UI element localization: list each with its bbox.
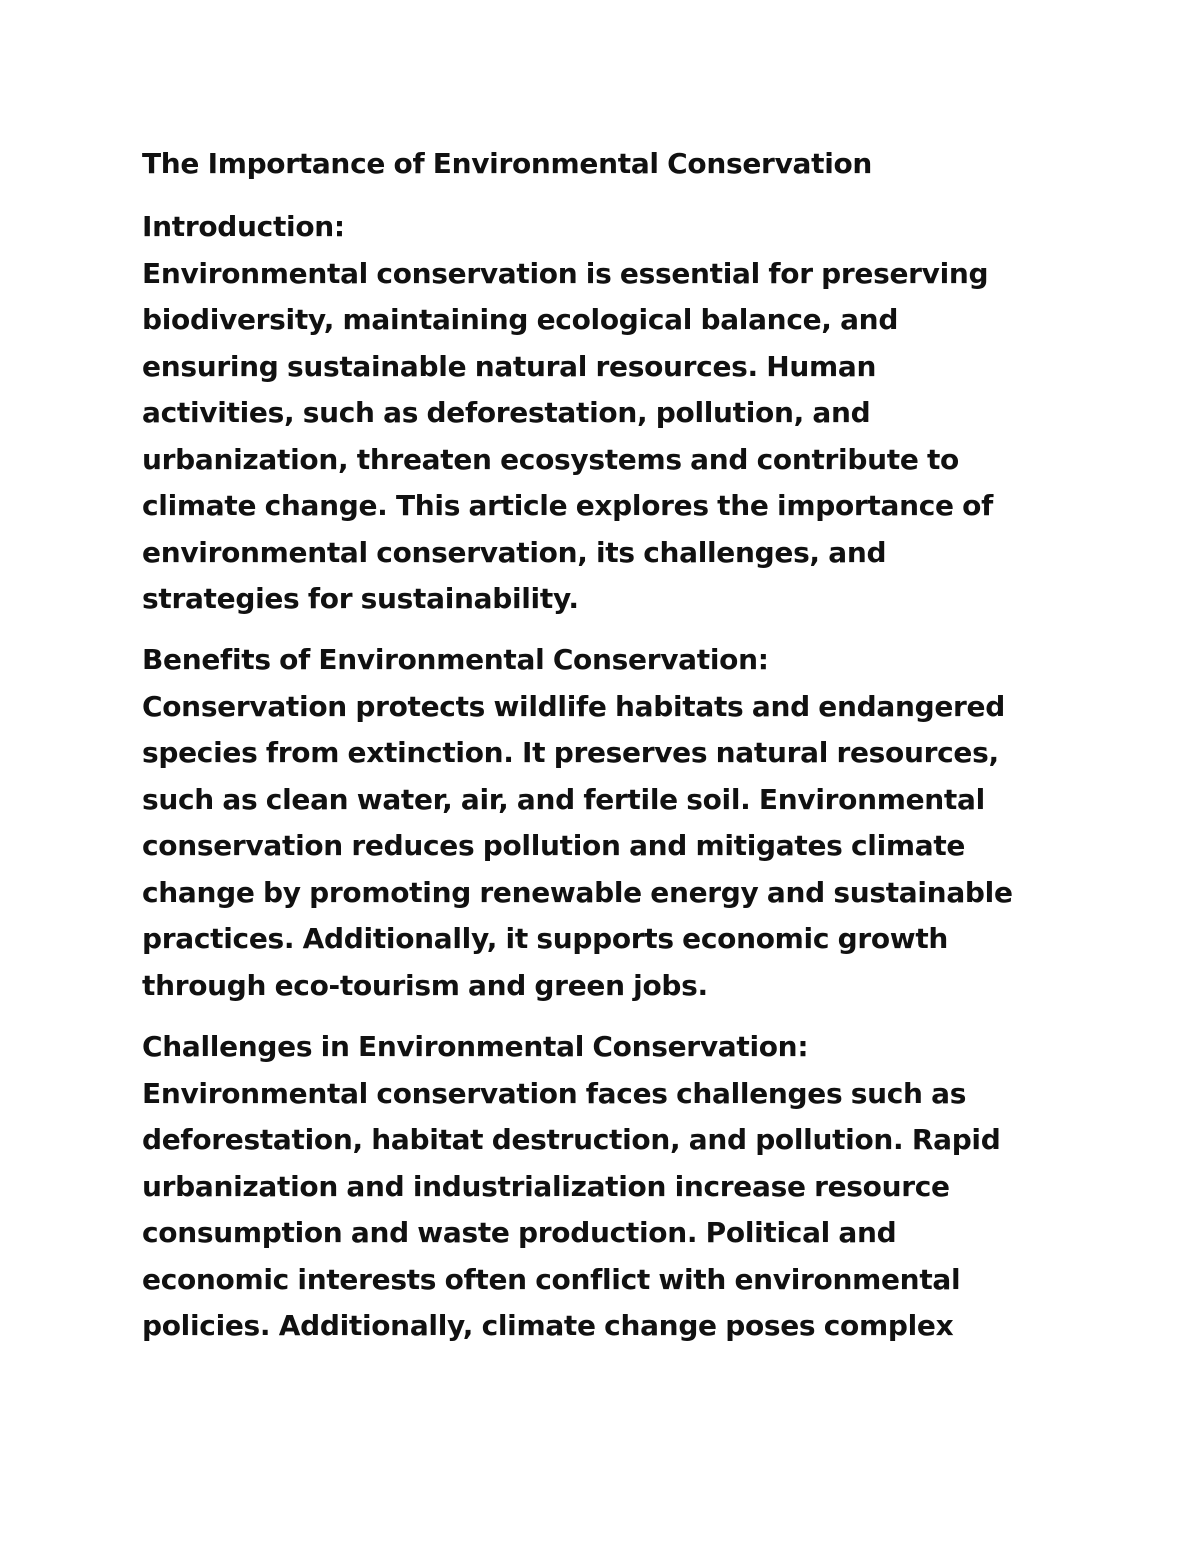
paragraph-line: biodiversity, maintaining ecological balance, and [142,303,899,336]
section-heading: Introduction: [142,210,345,243]
paragraph-line: climate change. This article explores the importance of [142,489,993,522]
paragraph-line: economic interests often conflict with environmental [142,1262,961,1296]
document-title-block [142,141,1042,188]
paragraph-line: Environmental conservation faces challenges such as [142,1076,967,1110]
paragraph-line: such as clean water, air, and fertile soil. Environmental [142,782,985,816]
section-benefits [142,637,1042,1009]
paragraph-line: deforestation, habitat destruction, and pollution. Rapid [142,1123,1001,1156]
paragraph-line: change by promoting renewable energy and sustainable [142,875,1013,909]
section-heading: Benefits of Environmental Conservation: [142,643,769,676]
paragraph-line: species from extinction. It preserves natural resources, [142,736,999,769]
paragraph-line: conservation reduces pollution and mitigates climate [142,829,966,862]
paragraph-line: activities, such as deforestation, pollution, and [142,396,871,429]
paragraph-line: environmental conservation, its challenges, and [142,535,887,569]
paragraph-line: Conservation protects wildlife habitats and endangered [142,689,1005,723]
section-challenges [142,1024,1042,1350]
paragraph-line: ensuring sustainable natural resources. Human [142,349,877,383]
paragraph-line: Environmental conservation is essential for preserving [142,256,989,290]
section-introduction [142,204,1042,623]
paragraph-line: through eco-tourism and green jobs. [142,968,708,1002]
document-title: The Importance of Environmental Conservation [142,147,873,180]
paragraph-line: strategies for sustainability. [142,582,579,615]
paragraph-line: urbanization and industrialization increase resource [142,1169,950,1203]
paragraph-line: urbanization, threaten ecosystems and contribute to [142,442,959,476]
paragraph-line: consumption and waste production. Political and [142,1216,897,1249]
paragraph-line: policies. Additionally, climate change poses complex [142,1309,954,1342]
paragraph-line: practices. Additionally, it supports economic growth [142,922,949,955]
section-heading: Challenges in Environmental Conservation: [142,1030,809,1063]
